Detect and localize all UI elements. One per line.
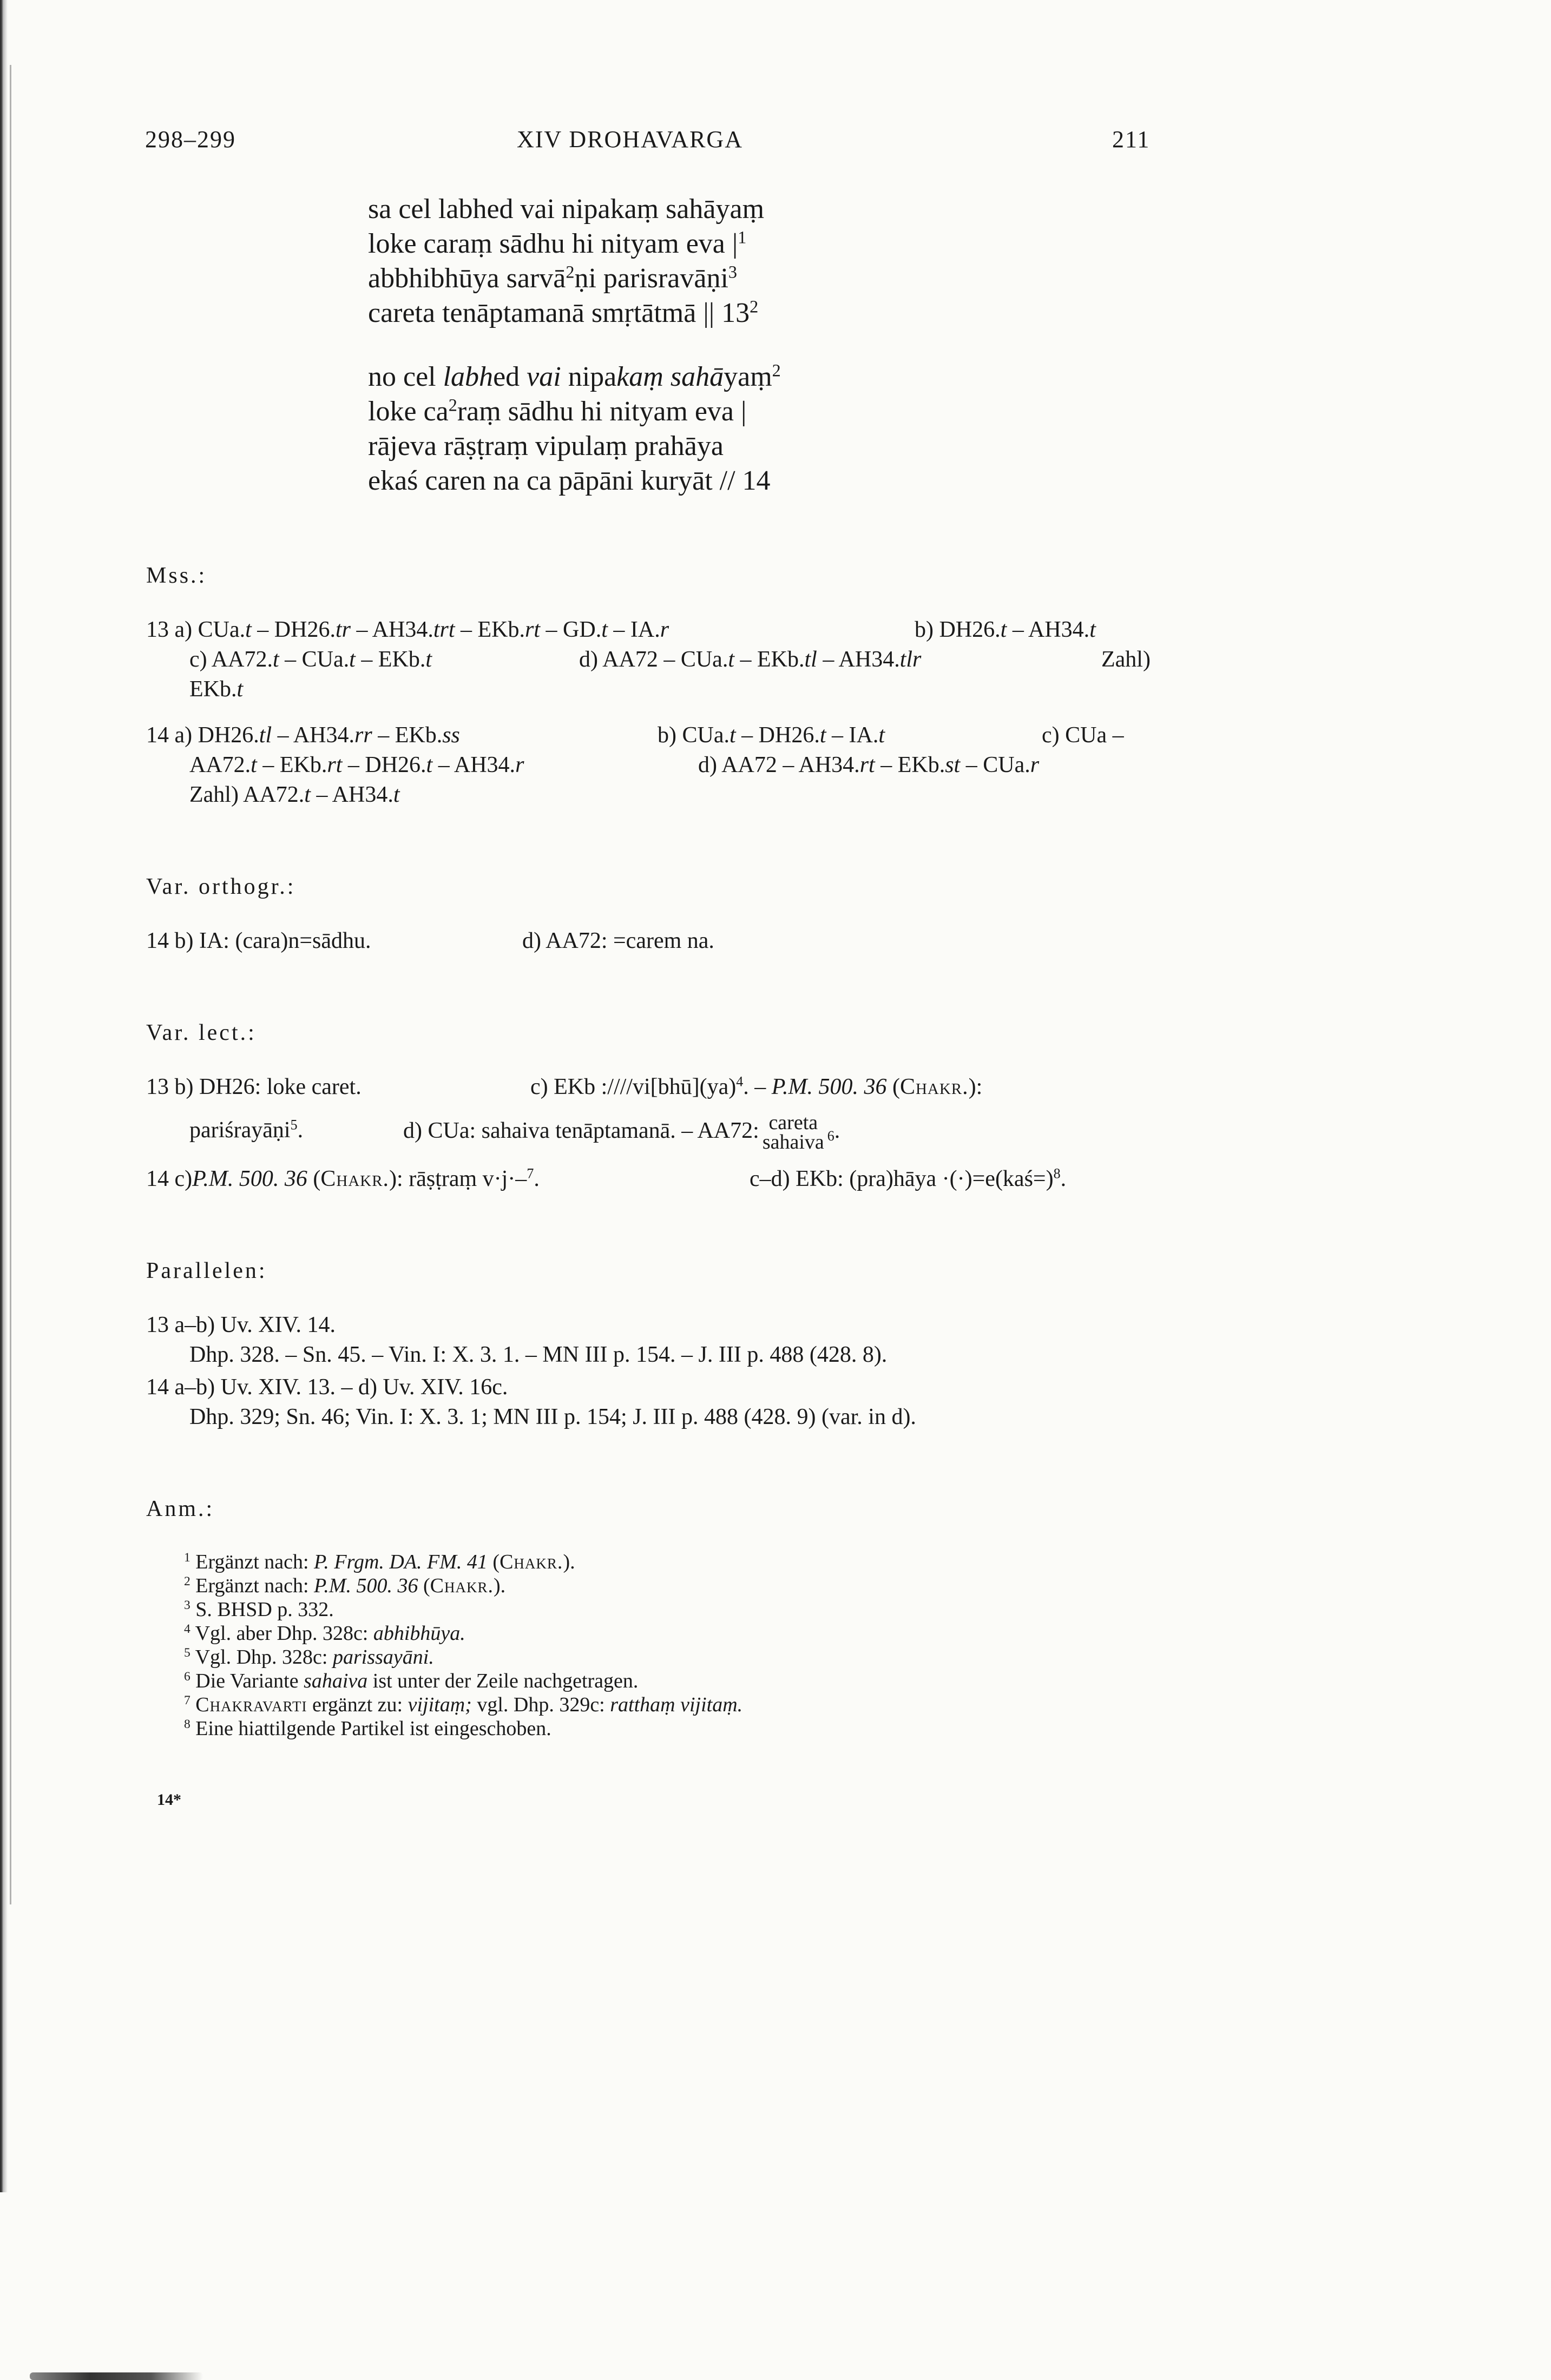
verse-line: loke $ca^2raṃ$ sādhu hi nityam eva | xyxy=(368,395,747,427)
mss-line: Zahl) AA72.t – AH34.t xyxy=(189,782,400,807)
footnote: $^3$ S. BHSD p. 332. xyxy=(184,1598,334,1621)
footnotes xyxy=(184,1550,742,1741)
footnote: $^1$ Ergänzt nach: P. Frgm. DA. FM. 41 (Chakr.). xyxy=(184,1551,575,1573)
parallel-line: 14 a–b) Uv. XIV. 13. – d) Uv. XIV. 16c. xyxy=(146,1375,508,1400)
footnote: $^6$ Die Variante sahaiva ist unter der Zeile nachgetragen. xyxy=(184,1670,639,1692)
scan-edge-shadow xyxy=(0,0,8,2192)
verse-line: no cel labhed vai nipakaṃ sahāyaṃ$^2$ xyxy=(368,360,781,392)
footnote: $^2$ Ergänzt nach: P.M. 500. 36 (Chakr.). xyxy=(184,1574,506,1597)
section-heading-parallelen: Parallelen: xyxy=(146,1258,267,1283)
mss-line: d) AA72 – AH34.rt – EKb.st – CUa.r xyxy=(698,753,1040,777)
verse-line: loke caraṃ sādhu hi nityam eva $|^1$ xyxy=(368,227,747,259)
mss-line: b) CUa.t – DH26.t – IA.t xyxy=(658,723,885,748)
scan-edge-line xyxy=(10,65,11,1904)
section-heading-var-lect: Var. lect.: xyxy=(146,1020,257,1045)
var-lect-line: d) CUa: sahaiva tenāptamanā. – AA72: careta sahaiva $^6$. xyxy=(403,1111,840,1154)
footnote: $^4$ Vgl. aber Dhp. 328c: abhibhūya. xyxy=(184,1622,465,1645)
mss-line: b) DH26.t – AH34.t xyxy=(915,617,1096,642)
var-lect-line: c–d) EKb: (pra)hāya ·(·)=e(kaś=)$^8$. xyxy=(750,1165,1067,1191)
mss-line: AA72.t – EKb.rt – DH26.t – AH34.r xyxy=(189,753,524,777)
mss-line: 13 a) CUa.t – DH26.tr – AH34.trt – EKb.rt – GD.t – IA.r xyxy=(146,617,669,642)
var-orth-entry: d) AA72: =carem na. xyxy=(522,928,714,953)
verse-14 xyxy=(368,360,781,498)
var-lect-line: c) EKb :////vi[bhū](ya)$^4$. – P.M. 500. 36 (Chakr.): xyxy=(530,1073,983,1099)
scan-smudge xyxy=(30,2372,203,2380)
var-lect-line: 14 c)P.M. 500. 36 (Chakr.): rāṣṭraṃ v·j·–$^7$. xyxy=(146,1165,540,1191)
footnote: $^7$ Chakravarti ergänzt zu: vijitaṃ; vgl. Dhp. 329c: ratthaṃ vijitaṃ. xyxy=(184,1693,743,1716)
mss-line: EKb.t xyxy=(189,677,244,702)
mss-line: 14 a) DH26.tl – AH34.rr – EKb.ss xyxy=(146,723,460,748)
mss-line: c) CUa – xyxy=(1042,723,1124,748)
verse-line: rājeva rāṣṭraṃ vipulaṃ prahāya xyxy=(368,431,724,462)
var-orth-entry: 14 b) IA: (cara)n=sādhu. xyxy=(146,928,371,953)
mss-line: d) AA72 – CUa.t – EKb.tl – AH34.tlr xyxy=(579,647,922,672)
verse-line: ekaś caren na ca pāpāni kuryāt // 14 xyxy=(368,465,771,496)
stacked-variant: careta sahaiva xyxy=(762,1111,824,1154)
verse-line: sa cel labhed vai nipakaṃ sahāyaṃ xyxy=(368,194,765,225)
mss-line: Zahl) xyxy=(1101,647,1151,672)
footnote: $^8$ Eine hiattilgende Partikel ist eingeschoben. xyxy=(184,1717,551,1740)
header-page-number: 211 xyxy=(1112,126,1151,153)
printer-signature-mark: 14* xyxy=(157,1791,181,1809)
section-heading-var-orthogr: Var. orthogr.: xyxy=(146,874,296,899)
parallel-line: Dhp. 328. – Sn. 45. – Vin. I: X. 3. 1. – MN III p. 154. – J. III p. 488 (428. 8). xyxy=(189,1342,888,1367)
parallel-line: 13 a–b) Uv. XIV. 14. xyxy=(146,1313,336,1337)
verse-13 xyxy=(368,192,764,331)
verse-line: careta tenāptamanā smṛtātmā || $13^2$ xyxy=(368,296,759,328)
header-chapter-title: XIV DROHAVARGA xyxy=(517,126,743,153)
verse-line: abbhibhūya sarvā$^2$ṇi parisravāṇi$^3$ xyxy=(368,262,738,294)
section-heading-anm: Anm.: xyxy=(146,1496,215,1521)
parallel-line: Dhp. 329; Sn. 46; Vin. I: X. 3. 1; MN III p. 154; J. III p. 488 (428. 9) (var. in d). xyxy=(189,1405,916,1429)
mss-line: c) AA72.t – CUa.t – EKb.t xyxy=(189,647,432,672)
header-page-range: 298–299 xyxy=(145,126,236,153)
var-lect-line: 13 b) DH26: loke caret. xyxy=(146,1074,362,1099)
var-lect-line: pariśrayāṇi$^5$. xyxy=(189,1117,304,1143)
section-heading-mss: Mss.: xyxy=(146,563,207,588)
footnote: $^5$ Vgl. Dhp. 328c: parissayāni. xyxy=(184,1646,434,1669)
